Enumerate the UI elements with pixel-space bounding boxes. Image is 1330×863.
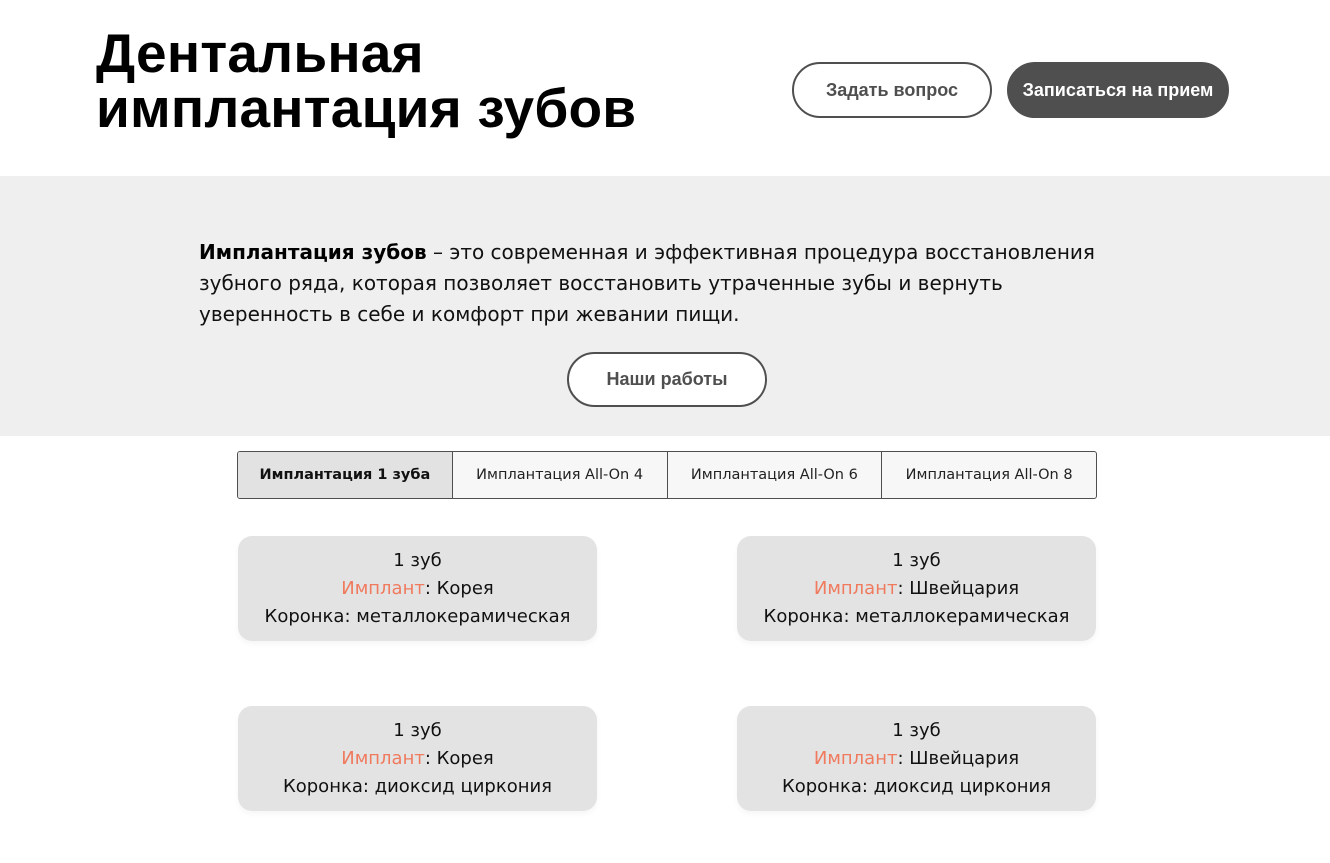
card-implant-value: : Корея [424,747,494,769]
book-appointment-button[interactable]: Записаться на прием [1007,62,1229,118]
tab-implant-1-tooth[interactable]: Имплантация 1 зуба [238,452,452,498]
page-header [0,0,1330,176]
page-title-line-2: имплантация зубов [96,77,637,139]
card-implant-value: : Корея [424,577,494,599]
card-implant [814,745,1019,773]
intro-text [199,237,1139,330]
page-title-line-1: Дентальная [96,22,424,84]
card-implant [341,575,494,603]
card-implant [814,575,1019,603]
card-count: 1 зуб [393,719,442,741]
tab-all-on-8[interactable]: Имплантация All-On 8 [881,452,1096,498]
card-crown: Коронка: металлокерамическая [763,605,1070,627]
intro-description: – это современная и эффективная процедура восстановления зубного ряда, которая позволяет восстановить утраченные зубы и вернуть уверенность в себе и комфорт при жевании пищи. [199,240,1095,326]
ask-question-button[interactable]: Задать вопрос [792,62,992,118]
intro-section [0,176,1330,436]
card-implant-label: Имплант [813,577,898,599]
page-title [96,22,637,139]
offer-card[interactable] [238,536,597,641]
card-crown: Коронка: металлокерамическая [264,605,571,627]
our-works-button[interactable]: Наши работы [567,352,767,407]
offer-card[interactable] [737,536,1096,641]
card-implant-label: Имплант [813,747,898,769]
card-count: 1 зуб [892,719,941,741]
card-implant [341,745,494,773]
card-count: 1 зуб [892,549,941,571]
card-crown: Коронка: диоксид циркония [781,775,1052,797]
offer-card[interactable] [737,706,1096,811]
tab-all-on-4[interactable]: Имплантация All-On 4 [452,452,667,498]
tab-all-on-6[interactable]: Имплантация All-On 6 [667,452,882,498]
implant-tabs [237,451,1097,499]
intro-bold-term: Имплантация зубов [199,240,427,264]
card-implant-label: Имплант [341,747,425,769]
offer-card[interactable] [238,706,597,811]
card-count: 1 зуб [393,549,442,571]
card-implant-value: : Швейцария [897,747,1020,769]
card-implant-value: : Швейцария [897,577,1020,599]
card-crown: Коронка: диоксид циркония [282,775,553,797]
card-implant-label: Имплант [341,577,425,599]
